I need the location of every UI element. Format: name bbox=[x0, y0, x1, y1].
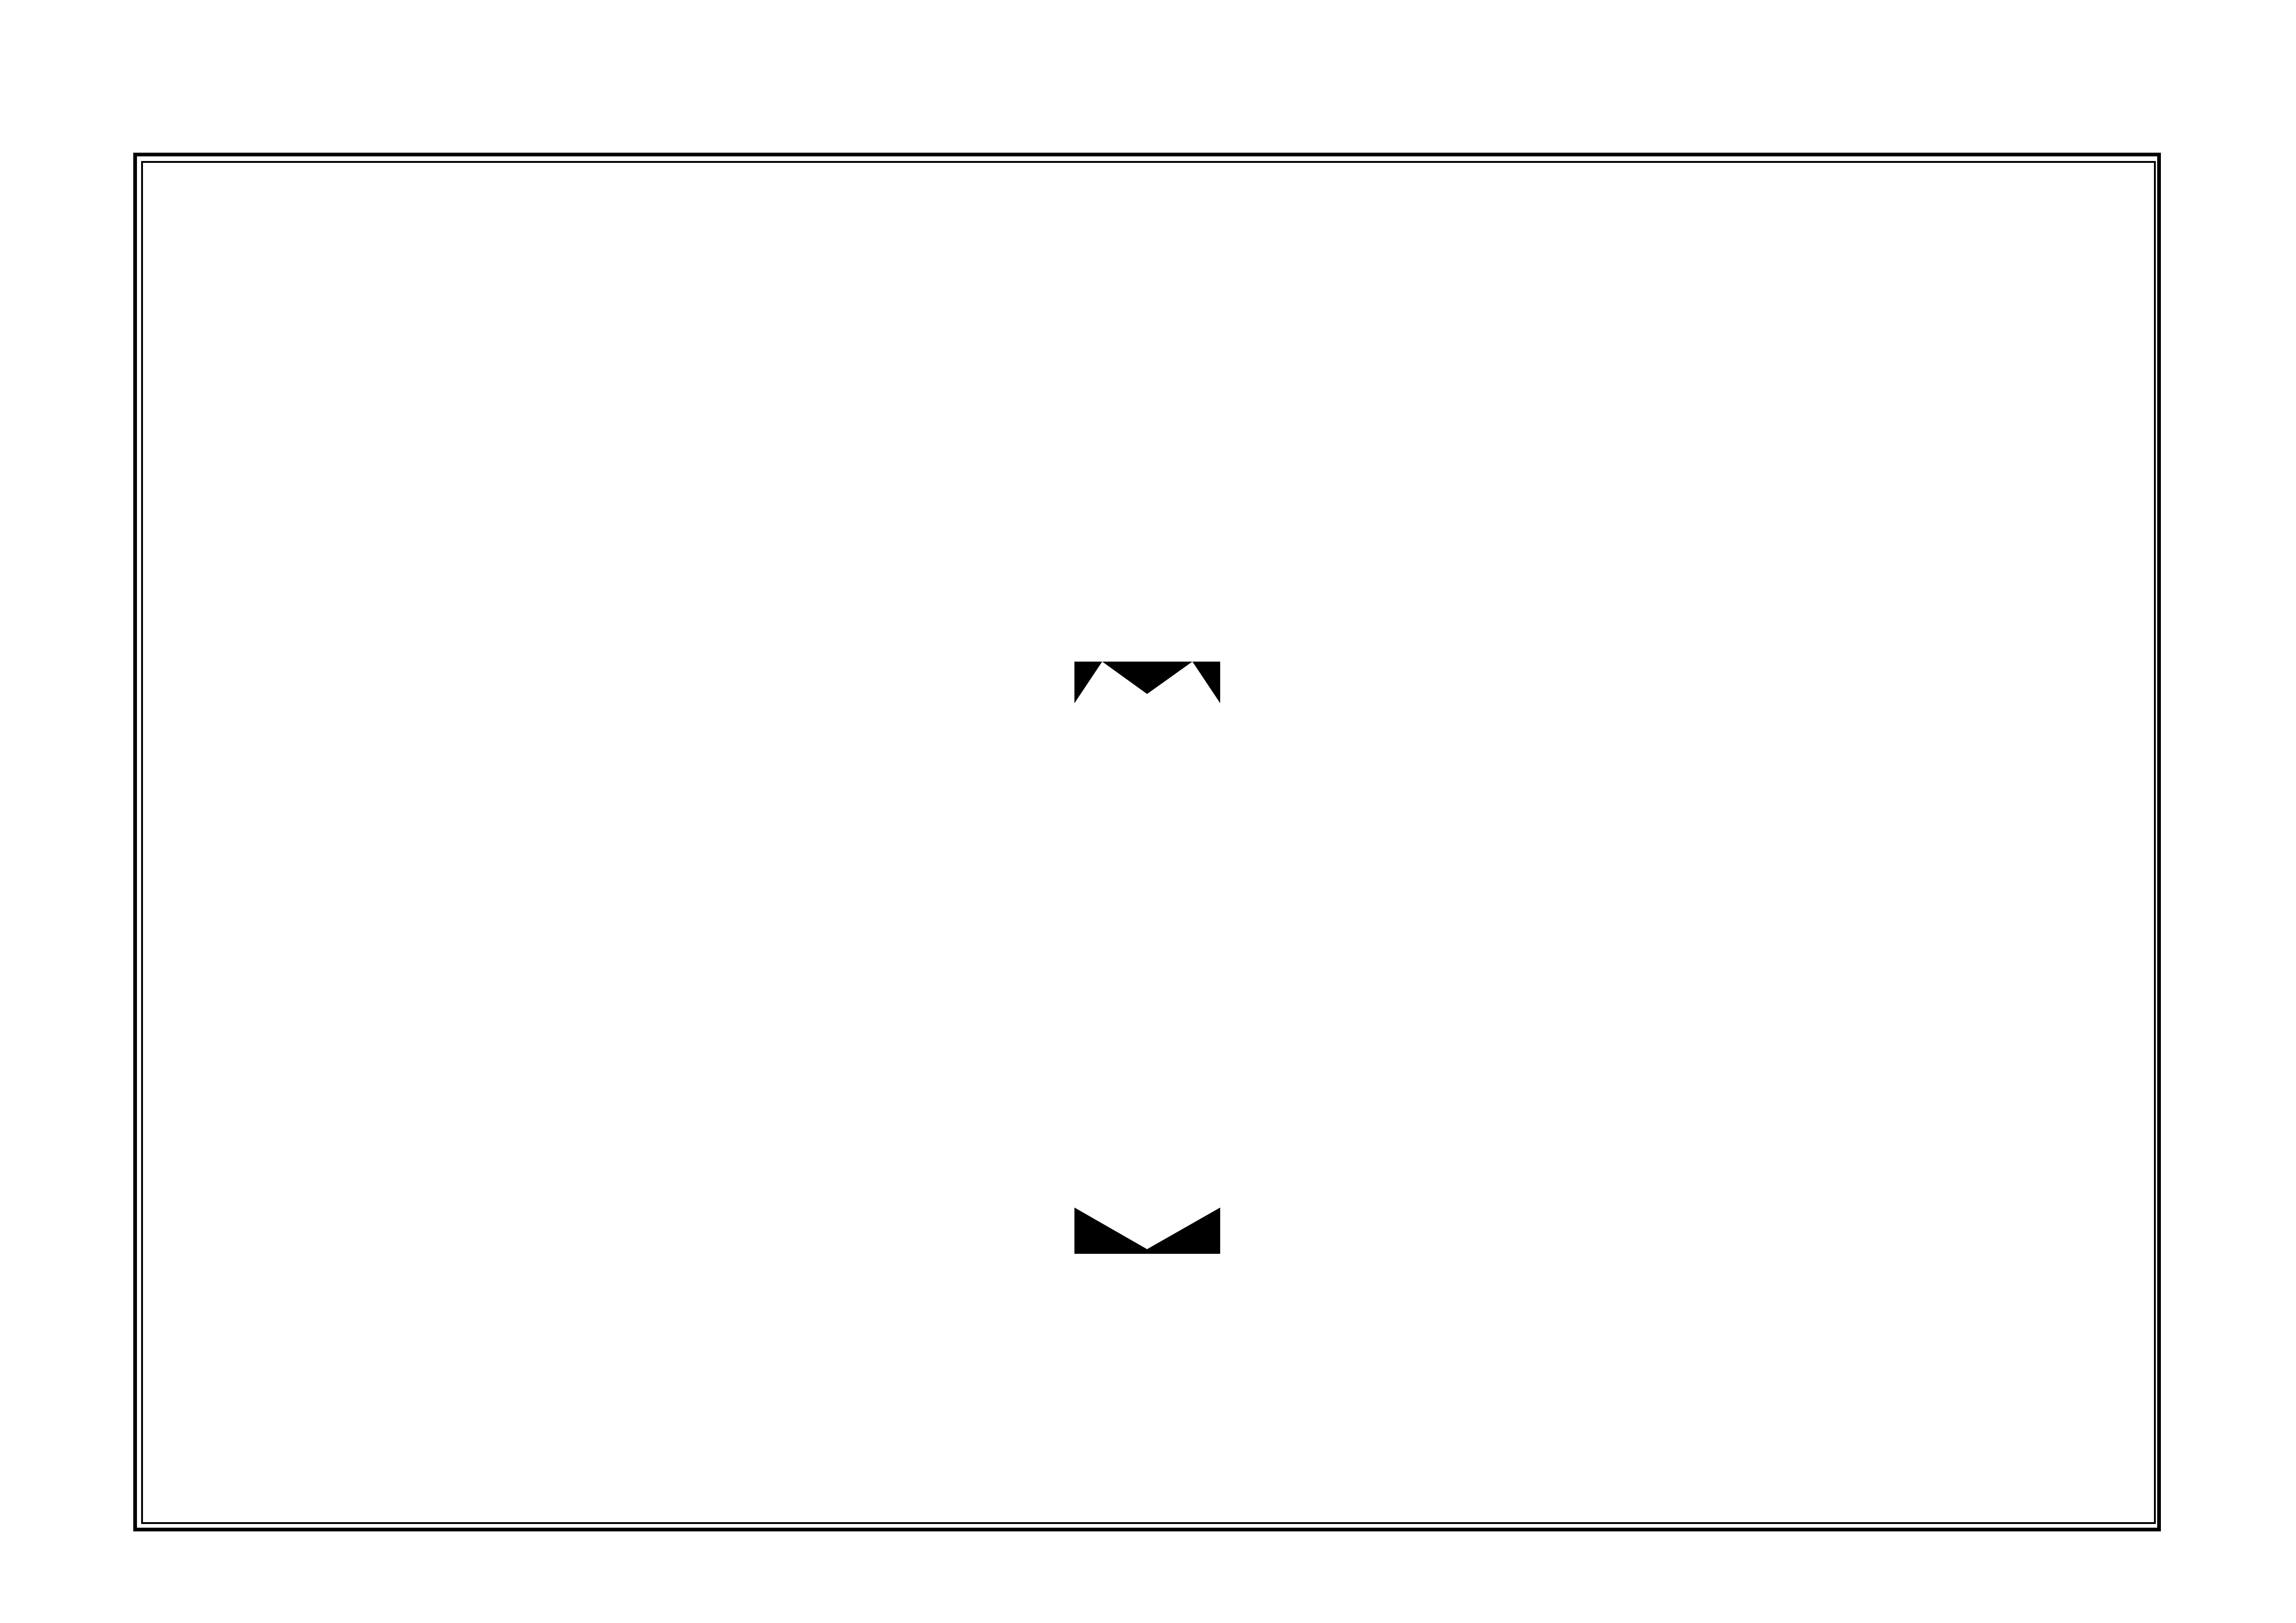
page-inner-frame bbox=[141, 161, 2156, 1524]
spine-top-ornament bbox=[1074, 662, 1220, 703]
spine-bottom-ornament bbox=[1074, 1208, 1220, 1254]
